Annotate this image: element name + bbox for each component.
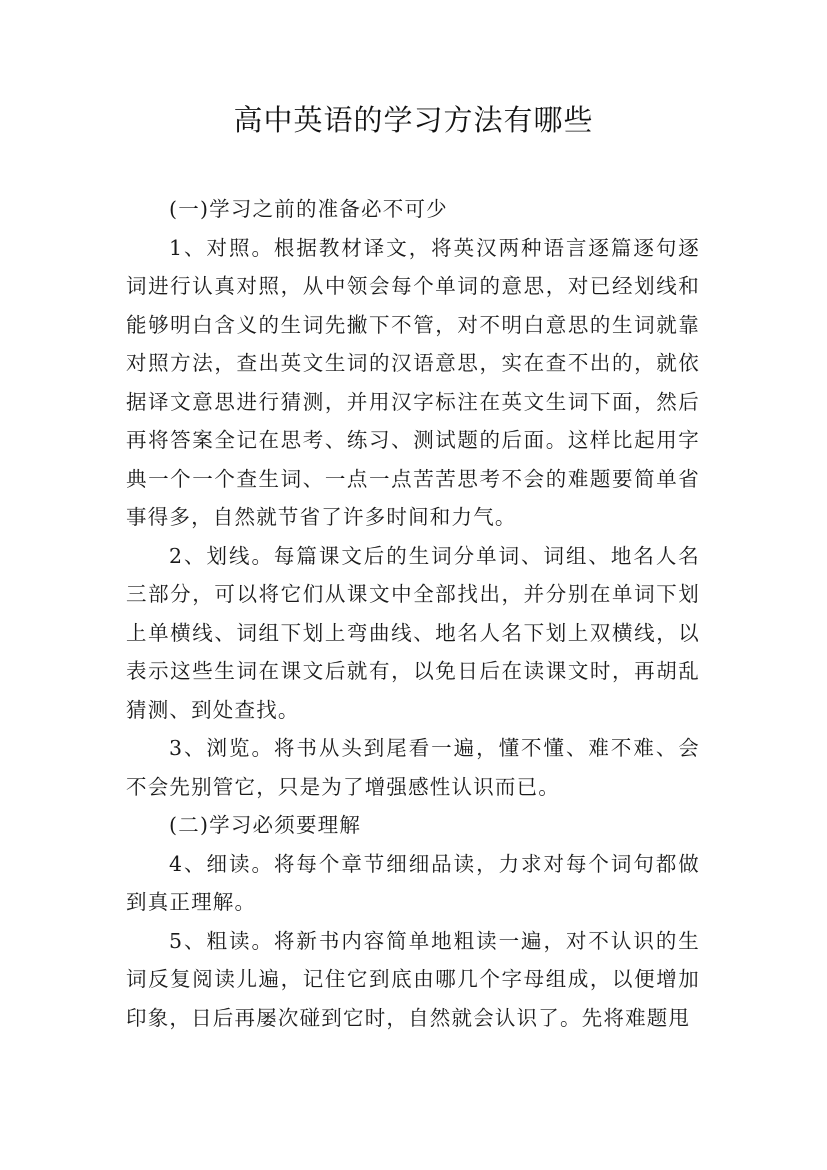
- document-body: [126, 190, 700, 1037]
- paragraph-underline: 2、划线。每篇课文后的生词分单词、词组、地名人名三部分，可以将它们从课文中全部找出，并分别在单词下划上单横线、词组下划上弯曲线、地名人名下划上双横线，以表示这些生词在课文后就有，以免日后在读课文时，再胡乱猜测、到处查找。: [126, 543, 700, 722]
- paragraph-close-reading: 4、细读。将每个章节细细品读，力求对每个词句都做到真正理解。: [126, 851, 700, 914]
- paragraph-compare: 1、对照。根据教材译文，将英汉两种语言逐篇逐句逐词进行认真对照，从中领会每个单词的意思，对已经划线和能够明白含义的生词先撇下不管，对不明白意思的生词就靠对照方法，查出英文生词的汉语意思，实在查不出的，就依据译文意思进行猜测，并用汉字标注在英文生词下面，然后再将答案全记在思考、练习、测试题的后面。这样比起用字典一个一个查生词、一点一点苦苦思考不会的难题要简单省事得多，自然就节省了许多时间和力气。: [126, 235, 700, 529]
- paragraph-skim-reading: 5、粗读。将新书内容简单地粗读一遍，对不认识的生词反复阅读儿遍，记住它到底由哪几个字母组成，以便增加印象，日后再屡次碰到它时，自然就会认识了。先将难题甩: [126, 928, 700, 1030]
- document-title: 高中英语的学习方法有哪些: [233, 103, 594, 137]
- section-heading-understanding: (二)学习必须要理解: [169, 813, 362, 837]
- paragraph-browse: 3、浏览。将书从头到尾看一遍，懂不懂、难不难、会不会先别管它，只是为了增强感性认识而已。: [126, 736, 700, 799]
- section-heading-preparation: (一)学习之前的准备必不可少: [169, 197, 448, 221]
